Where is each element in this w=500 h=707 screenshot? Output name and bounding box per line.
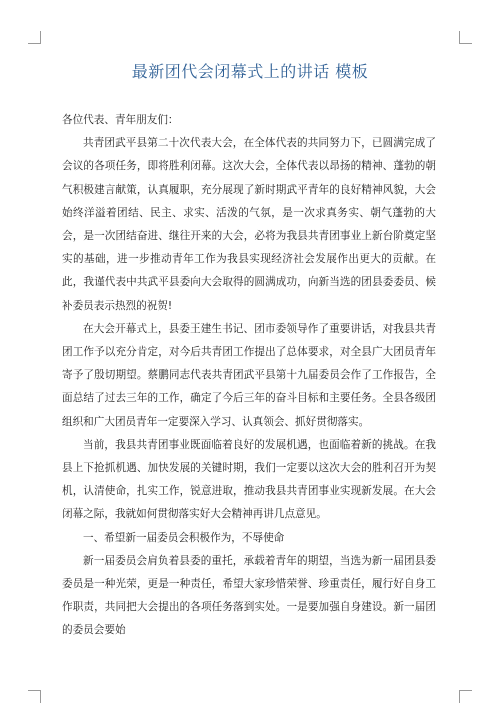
document-title: 最新团代会闭幕式上的讲话 模板 bbox=[131, 62, 369, 81]
crop-mark-bottom-right-v bbox=[459, 690, 460, 703]
crop-mark-bottom-left-v bbox=[40, 690, 41, 703]
crop-mark-top-left-v bbox=[40, 31, 41, 44]
paragraph-4: 新一届委员会肩负着县委的重托，承载着青年的期望，当选为新一届团县委委员是一种光荣，更是一种责任，希望大家珍惜荣誉、珍重责任，履行好自身工作职责，共同把大会提出的各项任务落到实处。一是要加强自身建设。新一届团的委员会要始 bbox=[62, 554, 436, 637]
crop-mark-bottom-right-h bbox=[459, 690, 472, 691]
paragraph-3: 当前，我县共青团事业既面临着良好的发展机遇，也面临着新的挑战。在我县上下抢抓机遇、加快发展的关键时期，我们一定要以这次大会的胜利召开为契机，认清使命，扎实工作，锐意进取，推动我县共青团事业实现新发展。在大会闭幕之际，我就如何贯彻落实好大会精神再讲几点意见。 bbox=[62, 438, 436, 521]
section-heading: 一、希望新一届委员会积极作为，不辱使命 bbox=[83, 531, 285, 544]
salutation: 各位代表、青年朋友们： bbox=[62, 114, 179, 126]
paragraph-2: 在大会开幕式上，县委王建生书记、团市委领导作了重要讲话，对我县共青团工作予以充分肯定，对今后共青团工作提出了总体要求，对全县广大团员青年寄予了殷切期望。蔡鹏同志代表共青团武平县第十九届委员会作了工作报告，全面总结了过去三年的工作，确定了今后三年的奋斗目标和主要任务。全县各级团组织和广大团员青年一定要深入学习、认真领会、抓好贯彻落实。 bbox=[62, 322, 436, 428]
document-body bbox=[62, 109, 436, 643]
crop-mark-top-right-h bbox=[459, 43, 472, 44]
paragraph-1: 共青团武平县第二十次代表大会，在全体代表的共同努力下，已圆满完成了会议的各项任务，即将胜利闭幕。这次大会，全体代表以昂扬的精神、蓬勃的朝气积极建言献策，认真履职，充分展现了新时期武平青年的良好精神风貌，大会始终洋溢着团结、民主、求实、活泼的气氛，是一次求真务实、朝气蓬勃的大会，是一次团结奋进、继往开来的大会，必将为我县共青团事业上新台阶奠定坚实的基础，进一步推动青年工作为我县实现经济社会发展作出更大的贡献。在此，我谨代表中共武平县委向大会取得的圆满成功，向新当选的团县委委员、候补委员表示热烈的祝贺! bbox=[62, 137, 436, 312]
crop-mark-top-right-v bbox=[459, 31, 460, 44]
